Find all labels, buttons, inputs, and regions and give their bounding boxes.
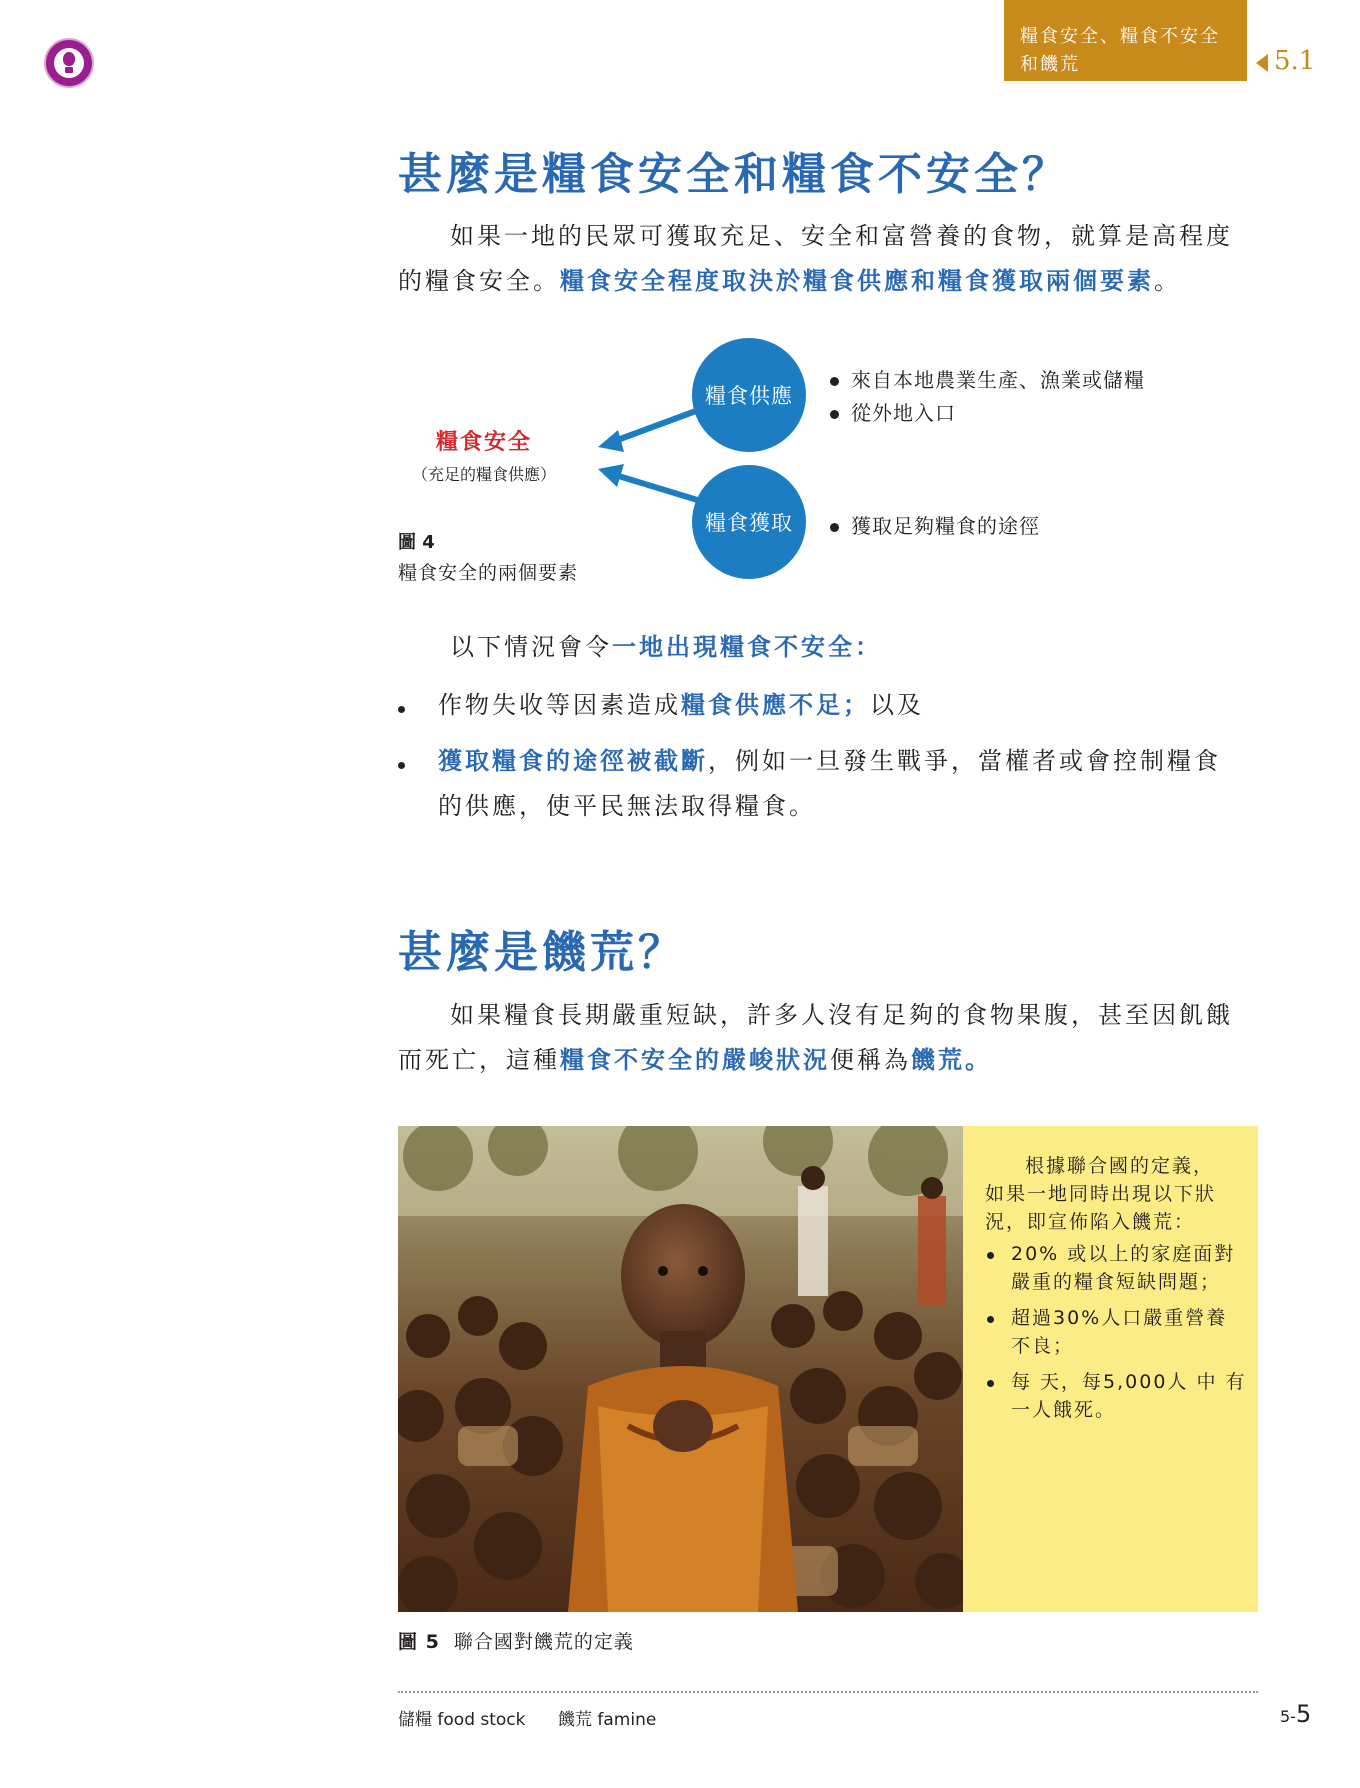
page-number: 5-5 bbox=[1280, 1700, 1312, 1728]
criterion-line: 嚴重的糧食短缺問題； bbox=[1011, 1271, 1222, 1293]
figure-5-caption-text: 聯合國對饑荒的定義 bbox=[453, 1631, 634, 1653]
supply-bullet: 來自本地農業生產、漁業或儲糧 bbox=[830, 364, 1145, 393]
circle-food-access: 糧食獲取 bbox=[692, 465, 806, 579]
lightbulb-icon bbox=[46, 40, 92, 86]
criterion-line: 每 天，每5,000人 中 有 bbox=[1011, 1371, 1247, 1393]
paragraph-line: 如果糧食長期嚴重短缺，許多人沒有足夠的食物果腹，甚至因飢餓 bbox=[450, 1001, 1233, 1029]
bullet-icon bbox=[398, 706, 405, 713]
criterion-line: 一人餓死。 bbox=[1011, 1399, 1117, 1421]
circle-food-supply: 糧食供應 bbox=[692, 338, 806, 452]
diagram-arrows bbox=[580, 370, 710, 510]
definition-intro: 如果一地同時出現以下狀 bbox=[985, 1183, 1217, 1205]
bullet-icon bbox=[987, 1252, 994, 1259]
figure-4-label: 圖 4 bbox=[398, 532, 435, 553]
insecurity-item-2-cont: 的供應，使平民無法取得糧食。 bbox=[438, 792, 816, 820]
paragraph-line: 如果一地的民眾可獲取充足、安全和富營養的食物，就算是高程度 bbox=[450, 222, 1233, 250]
paragraph-text: 的糧食安全。 bbox=[398, 267, 560, 295]
section-heading-food-security: 甚麼是糧食安全和糧食不安全？ bbox=[398, 149, 1070, 200]
insecurity-item-2: 獲取糧食的途徑被截斷，例如一旦發生戰爭，當權者或會控制糧食 bbox=[438, 747, 1221, 775]
criterion-line: 20% 或以上的家庭面對 bbox=[1011, 1243, 1236, 1265]
bullet-icon bbox=[830, 523, 839, 532]
paragraph-text: 。 bbox=[1154, 267, 1181, 295]
bullet-icon bbox=[830, 410, 839, 419]
key-point-highlight: 糧食安全程度取決於糧食供應和糧食獲取兩個要素 bbox=[560, 267, 1154, 295]
chapter-title-line2: 和饑荒 bbox=[1020, 54, 1080, 75]
criterion-line: 超過30%人口嚴重營養 bbox=[1011, 1307, 1228, 1329]
footer-divider bbox=[398, 1691, 1258, 1693]
paragraph-line bbox=[398, 259, 1181, 304]
chapter-title-line1: 糧食安全、糧食不安全 bbox=[1020, 26, 1220, 47]
diagram-center bbox=[398, 425, 570, 485]
glossary-term-famine: 饑荒 famine bbox=[558, 1710, 657, 1730]
food-security-label: 糧食安全 bbox=[435, 430, 532, 455]
insecurity-item-1: 作物失收等因素造成糧食供應不足；以及 bbox=[438, 691, 924, 719]
famine-children-photo bbox=[398, 1126, 963, 1612]
bullet-icon bbox=[830, 377, 839, 386]
bullet-icon bbox=[987, 1380, 994, 1387]
figure-4-caption: 糧食安全的兩個要素 bbox=[398, 562, 579, 584]
famine-definition-box bbox=[963, 1126, 1258, 1612]
supply-bullet: 從外地入口 bbox=[830, 397, 956, 426]
definition-intro: 況，即宣佈陷入饑荒： bbox=[985, 1211, 1196, 1233]
criterion-line: 不良； bbox=[1011, 1335, 1075, 1357]
section-heading-famine: 甚麼是饑荒？ bbox=[398, 927, 686, 978]
bullet-icon bbox=[398, 762, 405, 769]
figure-5-label: 圖 5 bbox=[398, 1631, 440, 1653]
bullet-icon bbox=[987, 1316, 994, 1323]
access-bullet: 獲取足夠糧食的途徑 bbox=[830, 510, 1040, 539]
triangle-left-icon bbox=[1256, 54, 1268, 72]
chapter-tab bbox=[1004, 0, 1247, 81]
definition-intro: 根據聯合國的定義， bbox=[1025, 1155, 1215, 1177]
insecurity-intro: 以下情況會令一地出現糧食不安全： bbox=[450, 633, 882, 661]
section-number: 5.1 bbox=[1274, 46, 1316, 76]
arrow-left-icon bbox=[598, 408, 704, 452]
arrow-left-icon bbox=[598, 464, 704, 502]
paragraph-line: 而死亡，這種糧食不安全的嚴峻狀況便稱為饑荒。 bbox=[398, 1046, 992, 1074]
figure-5-caption bbox=[398, 1627, 634, 1654]
food-security-sublabel: （充足的糧食供應） bbox=[411, 465, 556, 484]
glossary-term-food-stock: 儲糧 food stock bbox=[398, 1710, 526, 1730]
